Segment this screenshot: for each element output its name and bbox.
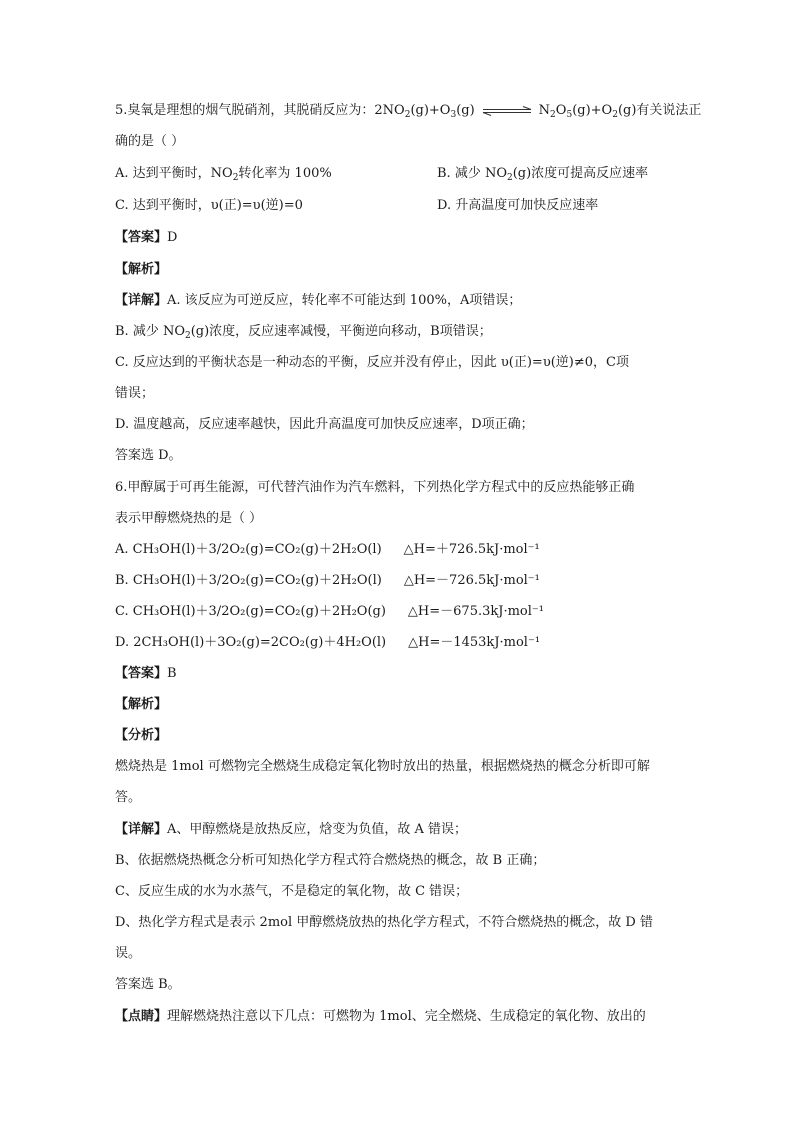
- q6-fenxi-line-1: 燃烧热是 1mol 可燃物完全燃烧生成稳定氧化物时放出的热量，根据燃烧热的概念分析即可解: [115, 759, 650, 774]
- detail-label: 【详解】: [115, 293, 168, 308]
- detail-text: (g)浓度，反应速率减慢，平衡逆向移动，B项错误；: [190, 324, 492, 339]
- equation-text: A. CH₃OH(l)＋3/2O₂(g)=CO₂(g)＋2H₂O(l): [115, 542, 382, 557]
- option-text: A. 达到平衡时，NO: [115, 166, 233, 181]
- option-text: B. 减少 NO: [437, 166, 507, 181]
- equation-text: B. CH₃OH(l)＋3/2O₂(g)=CO₂(g)＋2H₂O(l): [115, 573, 382, 588]
- q6-answer: [115, 664, 177, 684]
- q5-detail-c-line-2: 错误；: [115, 386, 155, 401]
- equilibrium-arrow-icon: [481, 106, 533, 116]
- q5-stem-text: (g)有关说法正: [617, 103, 702, 118]
- q6-detail-d-line-2: 误。: [115, 946, 142, 961]
- q6-detail-c: C、反应生成的水为水蒸气，不是稳定的氧化物，故 C 错误；: [115, 884, 469, 899]
- subscript: 2: [612, 110, 618, 120]
- q5-stem-text: (g)+O: [572, 103, 613, 118]
- subscript: 5: [566, 110, 573, 120]
- q6-dianjing: [115, 1007, 646, 1027]
- q5-conclusion: 答案选 D。: [115, 448, 182, 463]
- q5-stem-text: (g)+O: [410, 103, 451, 118]
- q6-detail-b: B、依据燃烧热概念分析可知热化学方程式符合燃烧热的概念，故 B 正确；: [115, 853, 546, 868]
- q5-answer: [115, 228, 177, 248]
- subscript: 2: [404, 110, 411, 120]
- q5-stem-line-2: 确的是（ ）: [115, 134, 185, 149]
- subscript: 2: [506, 173, 513, 183]
- q6-option-c: [115, 602, 544, 622]
- q6-option-a: [115, 540, 540, 560]
- subscript: 3: [450, 110, 457, 120]
- answer-label: 【答案】: [115, 666, 168, 681]
- q5-detail-c-line-1: C. 反应达到的平衡状态是一种动态的平衡，反应并没有停止，因此 υ(正)=υ(逆)≠0，C项: [115, 355, 629, 370]
- subscript: 2: [232, 173, 239, 183]
- q6-option-b: [115, 571, 540, 591]
- q6-stem-line-2: 表示甲醇燃烧热的是（ ）: [115, 511, 263, 526]
- equation-text: C. CH₃OH(l)＋3/2O₂(g)=CO₂(g)＋2H₂O(g): [115, 604, 386, 619]
- subscript: 2: [184, 331, 191, 341]
- detail-text: B. 减少 NO: [115, 324, 185, 339]
- enthalpy-text: △H=－726.5kJ·mol⁻¹: [403, 573, 540, 588]
- equation-text: D. 2CH₃OH(l)＋3O₂(g)=2CO₂(g)＋4H₂O(l): [115, 635, 387, 650]
- detail-label: 【详解】: [115, 822, 168, 837]
- q6-stem-line-1: 6.甲醇属于可再生能源，可代替汽油作为汽车燃料，下列热化学方程式中的反应热能够正确: [115, 480, 635, 495]
- detail-text: A、甲醇燃烧是放热反应，焓变为负值，故 A 错误；: [167, 822, 468, 837]
- answer-label: 【答案】: [115, 230, 168, 245]
- q6-detail-a: [115, 820, 467, 840]
- q5-detail-d: D. 温度越高，反应速率越快，因此升高温度可加快反应速率，D项正确；: [115, 417, 534, 432]
- q5-stem-text: N: [538, 103, 551, 118]
- answer-value: D: [167, 230, 178, 245]
- subscript: 2: [550, 110, 556, 120]
- q5-option-b: [437, 164, 648, 184]
- q5-option-c: C. 达到平衡时，υ(正)=υ(逆)=0: [115, 198, 303, 213]
- dianjing-text: 理解燃烧热注意以下几点：可燃物为 1mol、完全燃烧、生成稳定的氧化物、放出的: [167, 1009, 646, 1024]
- q5-stem-text: (g): [456, 103, 475, 118]
- enthalpy-text: △H=－1453kJ·mol⁻¹: [408, 635, 541, 650]
- dianjing-label: 【点睛】: [115, 1009, 168, 1024]
- enthalpy-text: △H=＋726.5kJ·mol⁻¹: [403, 542, 540, 557]
- answer-value: B: [167, 666, 177, 681]
- q5-stem-text: O: [555, 103, 567, 118]
- q6-conclusion: 答案选 B。: [115, 977, 181, 992]
- q5-detail-a: [115, 291, 521, 311]
- q6-fenxi-label: 【分析】: [115, 728, 168, 743]
- q5-analysis-label: 【解析】: [115, 262, 168, 277]
- q5-stem-line-1: [115, 101, 701, 121]
- detail-text: A. 该反应为可逆反应，转化率不可能达到 100%，A项错误；: [167, 293, 522, 308]
- q5-stem-text: 5.臭氧是理想的烟气脱硝剂，其脱硝反应为：2NO: [115, 103, 405, 118]
- q6-analysis-label: 【解析】: [115, 697, 168, 712]
- option-text: (g)浓度可提高反应速率: [512, 166, 649, 181]
- q5-detail-b: [115, 322, 492, 342]
- q6-detail-d-line-1: D、热化学方程式是表示 2mol 甲醇燃烧放热的热化学方程式，不符合燃烧热的概念，故 D 错: [115, 915, 653, 930]
- q6-fenxi-line-2: 答。: [115, 790, 142, 805]
- enthalpy-text: △H=－675.3kJ·mol⁻¹: [407, 604, 544, 619]
- option-text: 转化率为 100%: [238, 166, 332, 181]
- q6-option-d: [115, 633, 540, 653]
- q5-option-d: D. 升高温度可加快反应速率: [437, 198, 599, 213]
- q5-option-a: [115, 164, 332, 184]
